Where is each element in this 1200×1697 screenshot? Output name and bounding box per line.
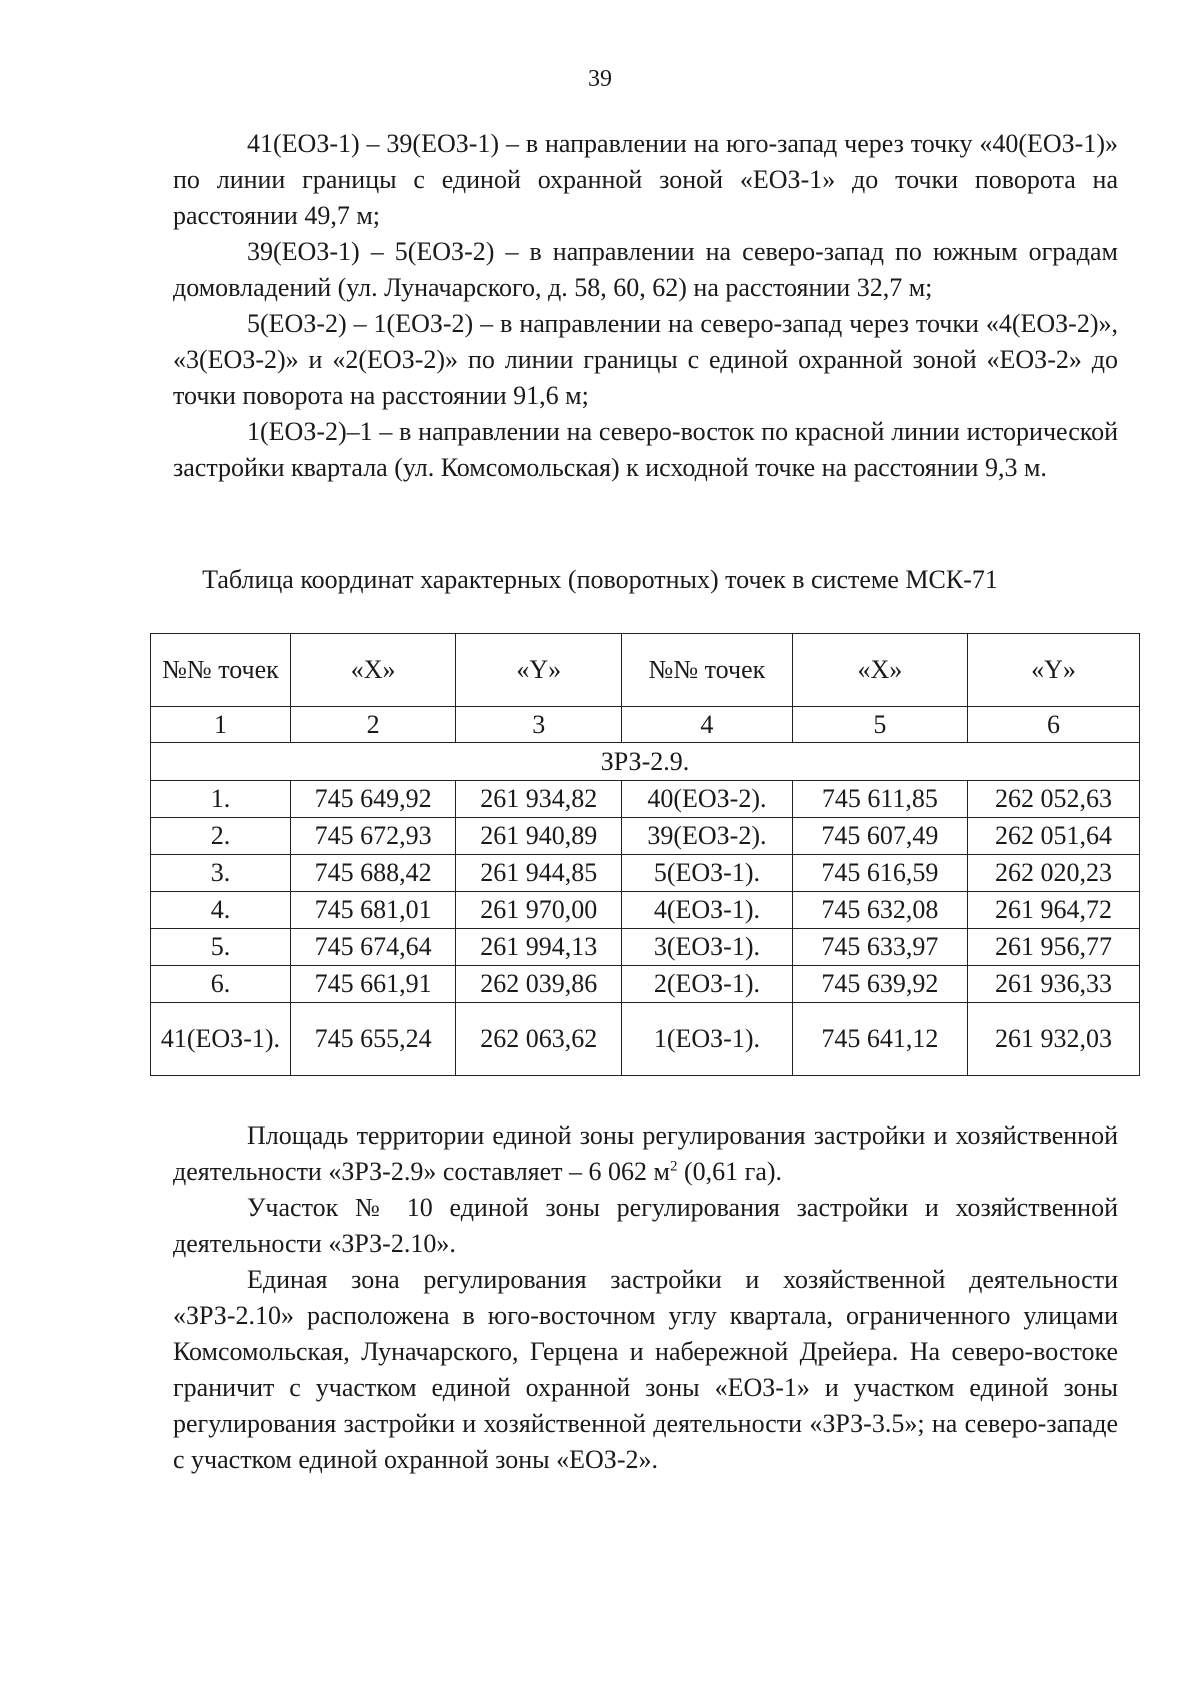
boundary-segment-4: 1(ЕОЗ-2)–1 – в направлении на северо-восток по красной линии исторической застройки квартала (ул. Комсомольская) к исходной точке на расстоянии 9,3 м. — [173, 417, 1118, 482]
table-cell: 5. — [151, 929, 291, 966]
table-cell: 745 681,01 — [290, 892, 456, 929]
table-row — [151, 781, 1140, 818]
table-cell: 745 655,24 — [290, 1003, 456, 1076]
table-cell: 745 649,92 — [290, 781, 456, 818]
table-cell: 4. — [151, 892, 291, 929]
zone-label: ЗРЗ-2.9. — [151, 743, 1140, 781]
table-cell: 261 936,33 — [968, 966, 1140, 1003]
column-number: 4 — [621, 707, 792, 743]
boundary-segment-3: 5(ЕОЗ-2) – 1(ЕОЗ-2) – в направлении на северо-запад через точки «4(ЕОЗ-2)», «3(ЕОЗ-2)» и «2(ЕОЗ-2)» по линии границы с единой охранной зоной «ЕОЗ-2» до точки поворота на расстоянии 91,6 м; — [173, 309, 1118, 410]
outro-section — [173, 1118, 1118, 1478]
table-cell: 745 616,59 — [792, 855, 967, 892]
table-cell: 745 611,85 — [792, 781, 967, 818]
table-cell: 262 039,86 — [456, 966, 622, 1003]
table-cell: 3(ЕОЗ-1). — [621, 929, 792, 966]
table-cell: 745 674,64 — [290, 929, 456, 966]
table-row — [151, 855, 1140, 892]
header-cell: «X» — [290, 634, 456, 707]
table-header-row — [151, 634, 1140, 707]
header-cell: «X» — [792, 634, 967, 707]
intro-section — [173, 126, 1118, 486]
table-cell: 261 970,00 — [456, 892, 622, 929]
table-cell: 745 661,91 — [290, 966, 456, 1003]
area-hectares: (0,61 га). — [677, 1157, 783, 1186]
table-cell: 6. — [151, 966, 291, 1003]
table-cell: 745 607,49 — [792, 818, 967, 855]
table-caption: Таблица координат характерных (поворотных) точек в системе МСК-71 — [202, 565, 998, 594]
column-number: 2 — [290, 707, 456, 743]
page-number: 39 — [588, 66, 612, 92]
table-cell: 39(ЕОЗ-2). — [621, 818, 792, 855]
table-cell: 262 020,23 — [968, 855, 1140, 892]
table-cell: 745 672,93 — [290, 818, 456, 855]
table-cell: 1. — [151, 781, 291, 818]
table-cell: 745 688,42 — [290, 855, 456, 892]
zone-row — [151, 743, 1140, 781]
table-row — [151, 818, 1140, 855]
column-number-row — [151, 707, 1140, 743]
table-cell: 261 934,82 — [456, 781, 622, 818]
table-cell: 745 641,12 — [792, 1003, 967, 1076]
boundary-segment-2: 39(ЕОЗ-1) – 5(ЕОЗ-2) – в направлении на северо-запад по южным оградам домовладений (ул. Луначарского, д. 58, 60, 62) на расстоянии 32,7 м; — [173, 237, 1118, 302]
table-cell: 3. — [151, 855, 291, 892]
column-number: 5 — [792, 707, 967, 743]
area-text: Площадь территории единой зоны регулирования застройки и хозяйственной деятельности «ЗРЗ-2.9» составляет – 6 062 м — [173, 1121, 1118, 1186]
area-paragraph — [173, 1118, 1118, 1190]
table-cell: 262 051,64 — [968, 818, 1140, 855]
table-cell: 1(ЕОЗ-1). — [621, 1003, 792, 1076]
table-cell: 261 940,89 — [456, 818, 622, 855]
table-cell: 261 932,03 — [968, 1003, 1140, 1076]
header-cell: «Y» — [968, 634, 1140, 707]
table-row — [151, 892, 1140, 929]
table-cell: 261 944,85 — [456, 855, 622, 892]
table-cell: 261 956,77 — [968, 929, 1140, 966]
zone-description-paragraph: Единая зона регулирования застройки и хозяйственной деятельности «ЗРЗ-2.10» расположена в юго-восточном углу квартала, ограниченного улицами Комсомольская, Луначарского, Герцена и набережной Дрейера. На северо-востоке граничит с участком единой охранной зоны «ЕОЗ-1» и участком единой зоны регулирования застройки и хозяйственной деятельности «ЗРЗ-3.5»; на северо-западе с участком единой охранной зоны «ЕОЗ-2». — [173, 1265, 1118, 1474]
table-cell: 745 633,97 — [792, 929, 967, 966]
column-number: 6 — [968, 707, 1140, 743]
table-cell: 745 639,92 — [792, 966, 967, 1003]
table-cell: 2. — [151, 818, 291, 855]
plot-heading-paragraph: Участок № 10 единой зоны регулирования застройки и хозяйственной деятельности «ЗРЗ-2.10». — [173, 1193, 1118, 1258]
header-cell: №№ точек — [621, 634, 792, 707]
table-cell: 745 632,08 — [792, 892, 967, 929]
boundary-segment-1: 41(ЕОЗ-1) – 39(ЕОЗ-1) – в направлении на юго-запад через точку «40(ЕОЗ-1)» по линии границы с единой охранной зоной «ЕОЗ-1» до точки поворота на расстоянии 49,7 м; — [173, 129, 1118, 230]
column-number: 3 — [456, 707, 622, 743]
table-cell: 5(ЕОЗ-1). — [621, 855, 792, 892]
table-cell: 4(ЕОЗ-1). — [621, 892, 792, 929]
header-cell: «Y» — [456, 634, 622, 707]
table-cell: 262 063,62 — [456, 1003, 622, 1076]
table-row — [151, 966, 1140, 1003]
table-cell: 2(ЕОЗ-1). — [621, 966, 792, 1003]
table-row — [151, 1003, 1140, 1076]
table-row — [151, 929, 1140, 966]
header-cell: №№ точек — [151, 634, 291, 707]
coordinates-table — [150, 633, 1140, 1076]
table-cell: 261 964,72 — [968, 892, 1140, 929]
table-cell: 40(ЕОЗ-2). — [621, 781, 792, 818]
table-cell: 261 994,13 — [456, 929, 622, 966]
column-number: 1 — [151, 707, 291, 743]
table-cell: 262 052,63 — [968, 781, 1140, 818]
table-cell: 41(ЕОЗ-1). — [151, 1003, 291, 1076]
area-unit-superscript: 2 — [670, 1158, 678, 1175]
